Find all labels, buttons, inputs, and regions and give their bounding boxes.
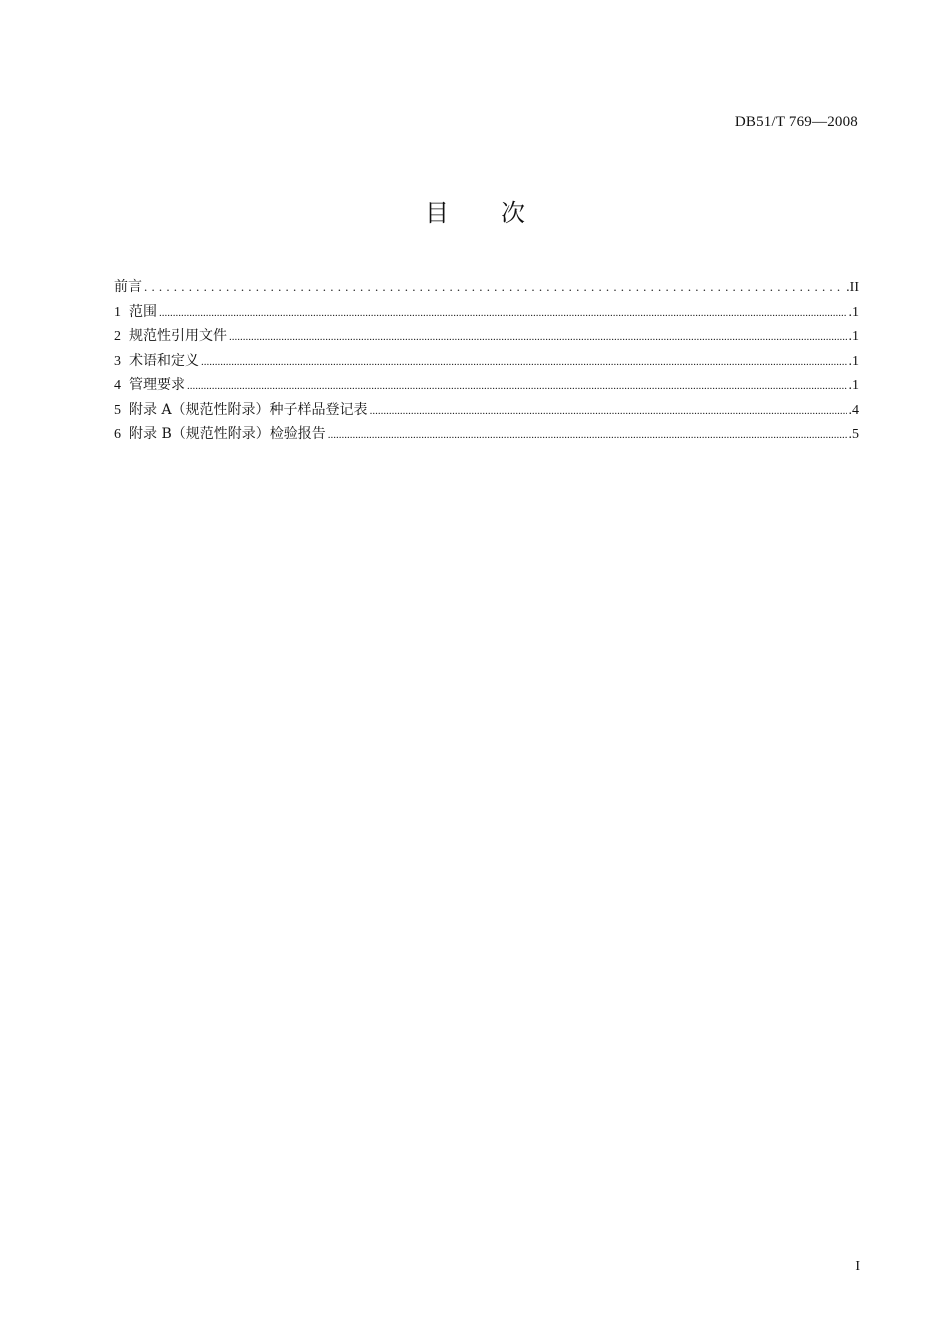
toc-entry-number: 2 xyxy=(114,329,121,344)
toc-entry-management[interactable] xyxy=(114,374,859,399)
toc-leader xyxy=(229,331,847,343)
toc-entry-appendix-b[interactable] xyxy=(114,423,859,448)
toc-leader xyxy=(370,405,847,417)
toc-entry-page: .1 xyxy=(848,304,859,320)
toc-title-char-2: 次 xyxy=(501,199,525,227)
toc-entry-terms[interactable] xyxy=(114,350,859,375)
page-number: I xyxy=(855,1259,860,1274)
toc-leader xyxy=(144,279,844,295)
toc-entry-preface[interactable] xyxy=(114,276,859,301)
toc-entry-page: .5 xyxy=(848,427,859,442)
toc-leader xyxy=(187,380,847,392)
toc-leader xyxy=(201,356,847,368)
toc-entry-label: 范围 xyxy=(129,303,157,320)
toc-title-char-1: 目 xyxy=(425,199,449,227)
document-code: DB51/T 769—2008 xyxy=(734,114,858,130)
toc-entry-number: 3 xyxy=(114,353,121,369)
toc-entry-scope[interactable] xyxy=(114,301,859,326)
toc-entry-number: 6 xyxy=(114,427,121,442)
toc-entry-appendix-a[interactable] xyxy=(114,399,859,424)
toc-entry-label: 前言 xyxy=(114,279,142,295)
toc-entry-number: 1 xyxy=(114,304,121,320)
toc-entry-label: 管理要求 xyxy=(129,377,185,393)
toc-entry-number: 4 xyxy=(114,378,121,393)
toc-entry-label: 附录 A（规范性附录）种子样品登记表 xyxy=(129,401,368,418)
toc-entry-number: 5 xyxy=(114,402,121,418)
toc-entry-page: .4 xyxy=(848,402,859,418)
toc-entry-page: .1 xyxy=(848,353,859,369)
toc-leader xyxy=(159,307,847,319)
toc-entry-page: .II xyxy=(846,280,859,295)
toc-entry-label: 术语和定义 xyxy=(129,352,199,369)
toc-leader xyxy=(328,429,847,441)
toc-title xyxy=(0,198,950,228)
toc-entry-page: .1 xyxy=(848,329,859,344)
toc-entry-label: 规范性引用文件 xyxy=(129,328,227,344)
table-of-contents xyxy=(114,276,859,448)
toc-entry-normative-references[interactable] xyxy=(114,325,859,350)
toc-entry-label: 附录 B（规范性附录）检验报告 xyxy=(129,426,326,442)
toc-entry-page: .1 xyxy=(848,378,859,393)
